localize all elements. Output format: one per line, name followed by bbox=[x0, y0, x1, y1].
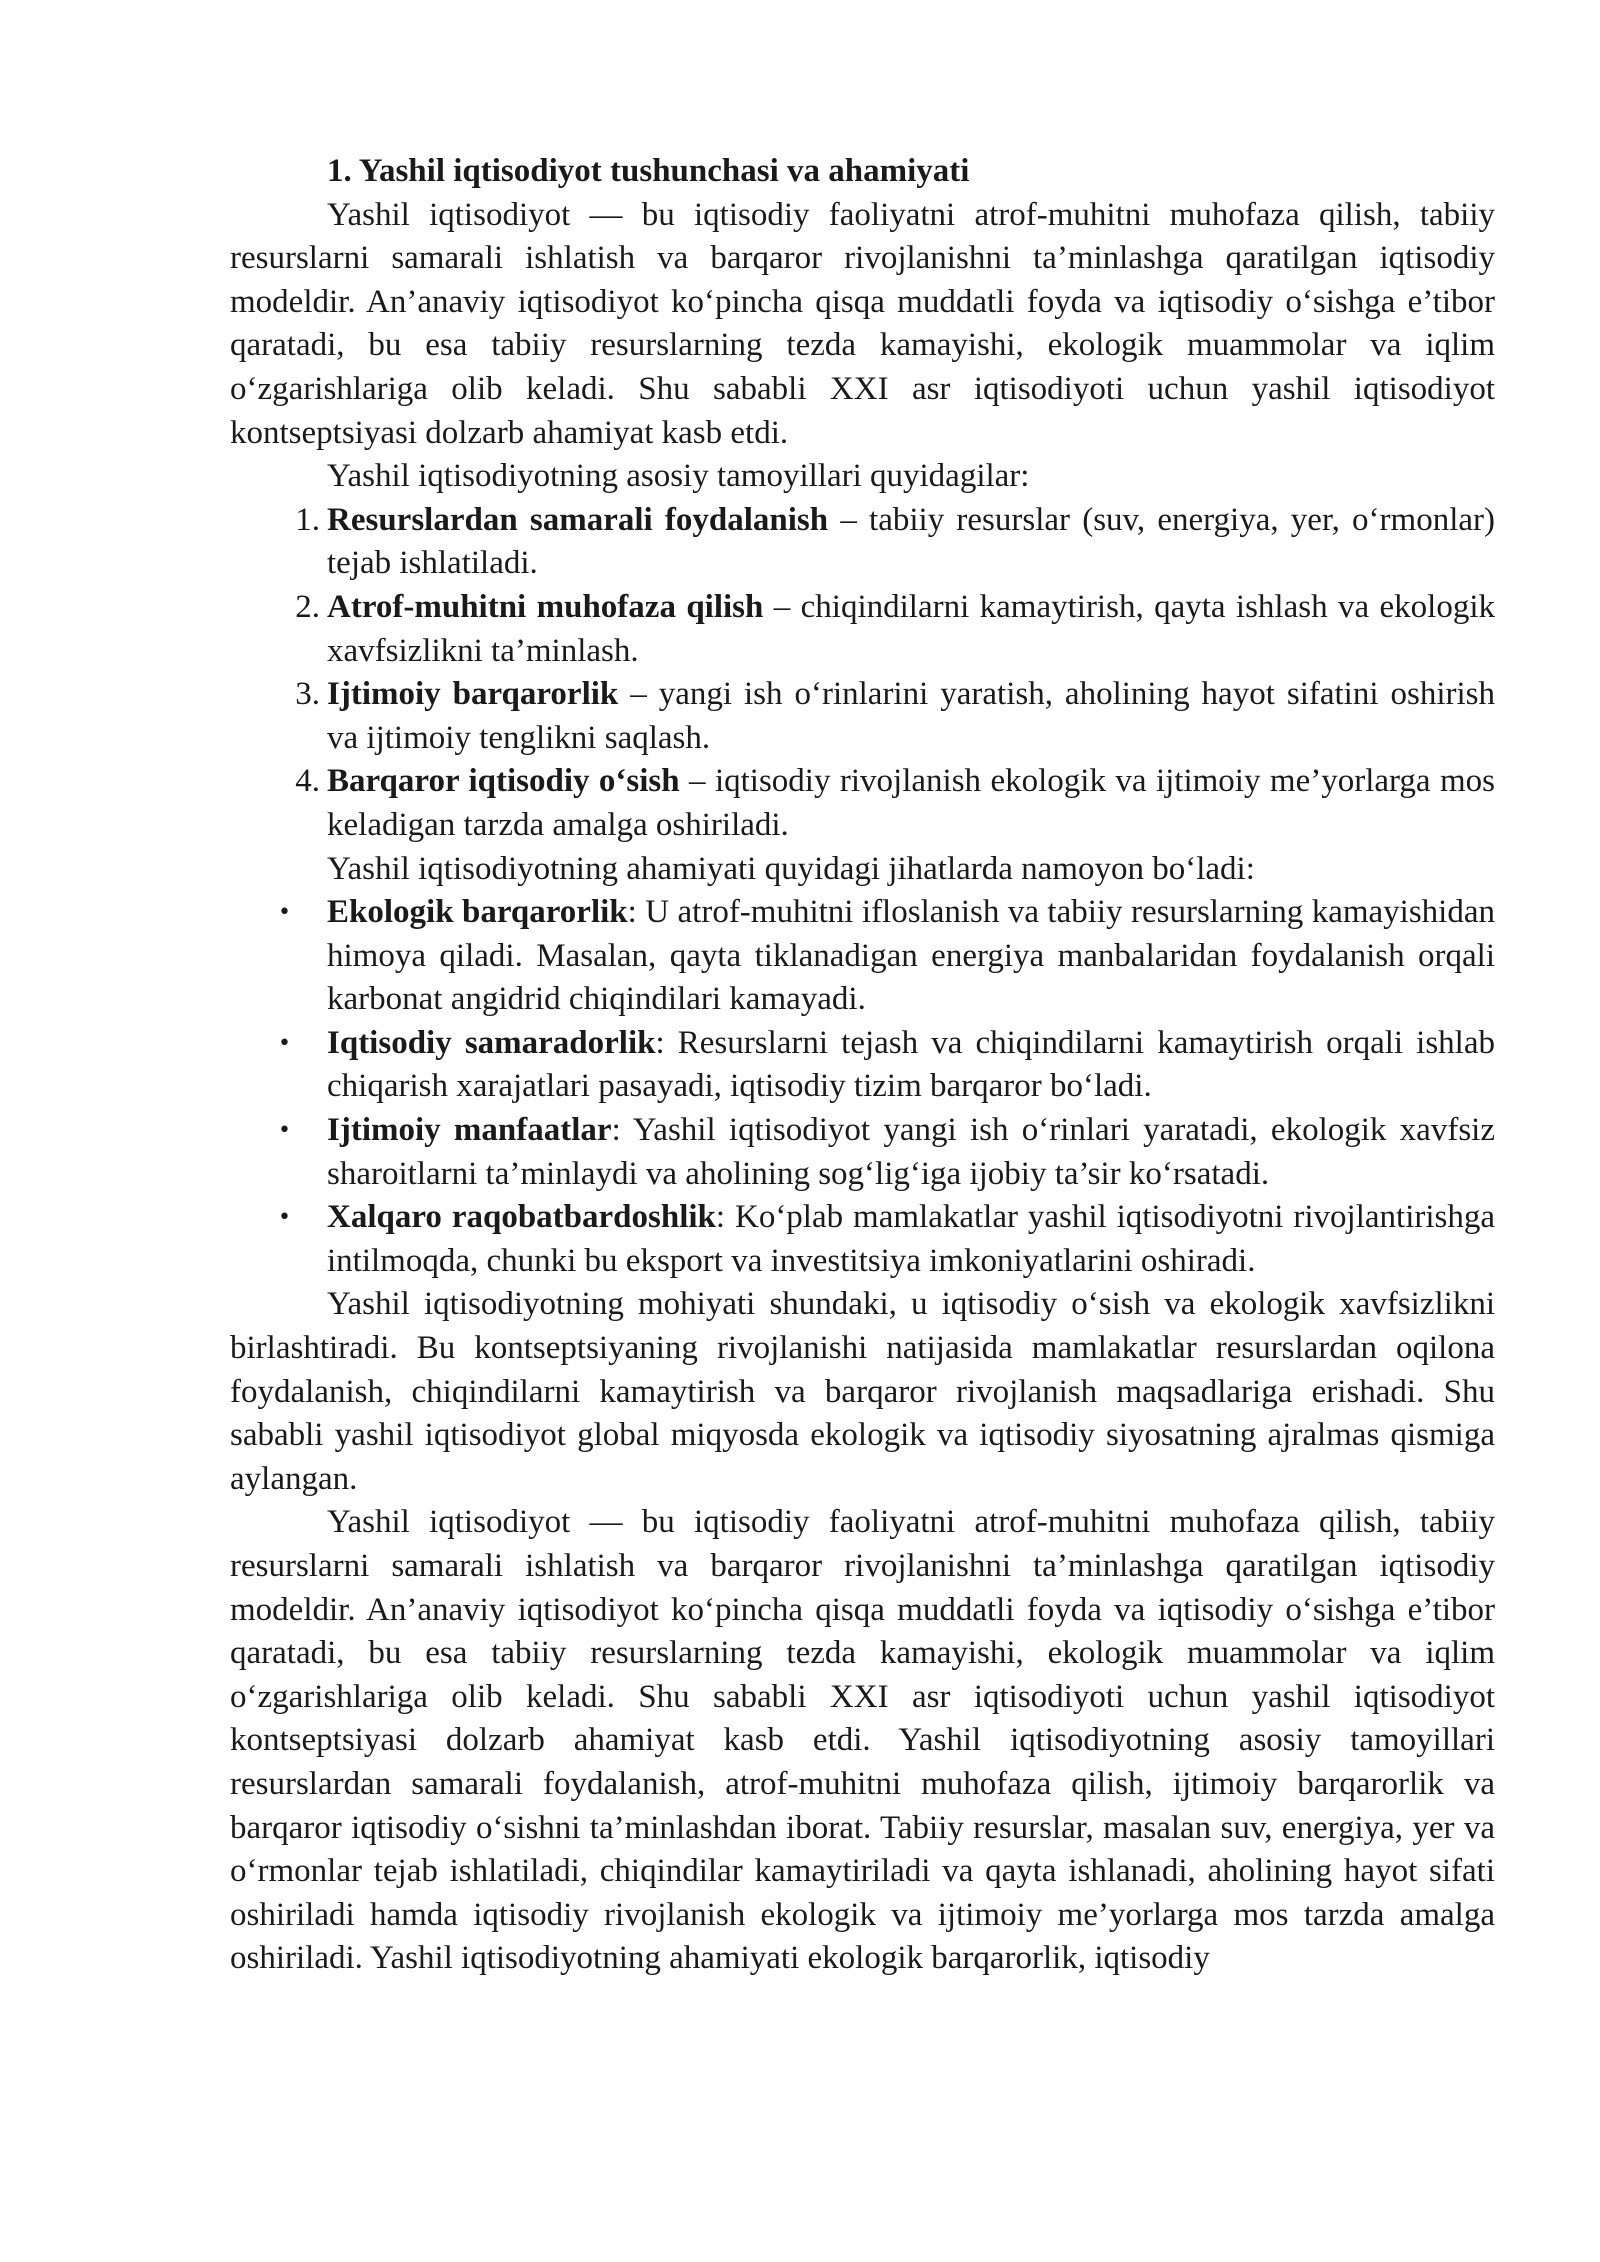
importance-text: : Yashil iqtisodiyot yangi ish o‘rinlari yaratadi, ekologik xavfsiz sharoitlarni ta’minlaydi va aholining sog‘lig‘iga ijobiy ta’sir ko‘rsatadi. bbox=[327, 1112, 1495, 1192]
bullet-icon: • bbox=[278, 1205, 291, 1231]
importance-text: : Ko‘plab mamlakatlar yashil iqtisodiyotni rivojlantirishga intilmoqda, chunki bu eksport va investitsiya imkoniyatlarini oshiradi. bbox=[327, 1199, 1496, 1279]
importance-item bbox=[230, 891, 1495, 1022]
importance-term: Ijtimoiy manfaatlar bbox=[327, 1112, 612, 1149]
principle-text: – chiqindilarni kamaytirish, qayta ishlash va ekologik xavfsizlikni ta’minlash. bbox=[327, 588, 1495, 669]
principle-text: – yangi ish o‘rinlarini yaratish, aholining hayot sifatini oshirish va ijtimoiy tenglikni saqlash. bbox=[327, 676, 1495, 756]
section-heading: 1. Yashil iqtisodiyot tushunchasi va ahamiyati bbox=[327, 153, 970, 189]
importance-term: Iqtisodiy samaradorlik bbox=[327, 1024, 656, 1061]
principle-item bbox=[230, 586, 1495, 673]
principle-item bbox=[230, 499, 1495, 586]
list-number: 2. bbox=[295, 588, 320, 625]
intro-paragraph: Yashil iqtisodiyot — bu iqtisodiy faoliyatni atrof-muhitni muhofaza qilish, tabiiy resurslarni samarali ishlatish va barqaror rivojlanishni ta’minlashga qaratilgan iqtisodiy modeldir. An’anaviy iqtisodiyot ko‘pincha qisqa muddatli foyda va iqtisodiy o‘sishga e’tibor qaratadi, bu esa tabiiy resurslarning tezda kamayishi, ekologik muammolar va iqlim o‘zgarishlariga olib keladi. Shu sababli XXI asr iqtisodiyoti uchun yashil iqtisodiyot kontseptsiyasi dolzarb ahamiyat kasb etdi. bbox=[230, 196, 1495, 451]
importance-item bbox=[230, 1022, 1495, 1109]
principle-term: Resurslardan samarali foydalanish bbox=[327, 501, 829, 538]
importance-term: Xalqaro raqobatbardoshlik bbox=[327, 1199, 716, 1236]
essence-paragraph: Yashil iqtisodiyotning mohiyati shundaki, u iqtisodiy o‘sish va ekologik xavfsizlikni birlashtiradi. Bu kontseptsiyaning rivojlanishi natijasida mamlakatlar resurslardan oqilona foydalanish, chiqindilarni kamaytirish va barqaror rivojlanish maqsadlariga erishadi. Shu sababli yashil iqtisodiyot global miqyosda ekologik va iqtisodiy siyosatning ajralmas qismiga aylangan. bbox=[230, 1286, 1495, 1497]
list-number: 3. bbox=[295, 676, 320, 713]
list-number: 1. bbox=[295, 501, 320, 538]
document-page bbox=[230, 150, 1495, 1981]
importance-item bbox=[230, 1196, 1495, 1283]
principle-term: Barqaror iqtisodiy o‘sish bbox=[327, 763, 680, 800]
principles-lead: Yashil iqtisodiyotning asosiy tamoyillari quyidagilar: bbox=[327, 458, 1030, 495]
importance-lead: Yashil iqtisodiyotning ahamiyati quyidagi jihatlarda namoyon bo‘ladi: bbox=[327, 850, 1255, 887]
list-number: 4. bbox=[295, 763, 320, 800]
principle-term: Ijtimoiy barqarorlik bbox=[327, 676, 619, 713]
summary-paragraph: Yashil iqtisodiyot — bu iqtisodiy faoliyatni atrof-muhitni muhofaza qilish, tabiiy resurslarni samarali ishlatish va barqaror rivojlanishni ta’minlashga qaratilgan iqtisodiy modeldir. An’anaviy iqtisodiyot ko‘pincha qisqa muddatli foyda va iqtisodiy o‘sishga e’tibor qaratadi, bu esa tabiiy resurslarning tezda kamayishi, ekologik muammolar va iqlim o‘zgarishlariga olib keladi. Shu sababli XXI asr iqtisodiyoti uchun yashil iqtisodiyot kontseptsiyasi dolzarb ahamiyat kasb etdi. Yashil iqtisodiyotning asosiy tamoyillari resurslardan samarali foydalanish, atrof-muhitni muhofaza qilish, ijtimoiy barqarorlik va barqaror iqtisodiy o‘sishni ta’minlashdan iborat. Tabiiy resurslar, masalan suv, energiya, yer va o‘rmonlar tejab ishlatiladi, chiqindilar kamaytiriladi va qayta ishlanadi, aholining hayot sifati oshiriladi hamda iqtisodiy rivojlanish ekologik va ijtimoiy me’yorlarga mos tarzda amalga oshiriladi. Yashil iqtisodiyotning ahamiyati ekologik barqarorlik, iqtisodiy bbox=[230, 1504, 1495, 1977]
principle-item bbox=[230, 760, 1495, 847]
importance-text: : U atrof-muhitni ifloslanish va tabiiy resurslarning kamayishidan himoya qiladi. Masalan, qayta tiklanadigan energiya manbalaridan foydalanish orqali karbonat angidrid chiqindilari kamayadi. bbox=[327, 894, 1495, 1018]
bullet-icon: • bbox=[278, 900, 291, 926]
importance-list bbox=[230, 891, 1495, 1283]
importance-text: : Resurslarni tejash va chiqindilarni kamaytirish orqali ishlab chiqarish xarajatlari pasayadi, iqtisodiy tizim barqaror bo‘ladi. bbox=[327, 1024, 1495, 1105]
principle-term: Atrof-muhitni muhofaza qilish bbox=[327, 588, 764, 625]
importance-item bbox=[230, 1109, 1495, 1196]
importance-term: Ekologik barqarorlik bbox=[327, 894, 628, 931]
principle-text: – tabiiy resurslar (suv, energiya, yer, o‘rmonlar) tejab ishlatiladi. bbox=[327, 501, 1496, 582]
principle-text: – iqtisodiy rivojlanish ekologik va ijtimoiy me’yorlarga mos keladigan tarzda amalga oshiriladi. bbox=[327, 763, 1495, 843]
bullet-icon: • bbox=[278, 1030, 291, 1056]
principle-item bbox=[230, 673, 1495, 760]
principles-list bbox=[230, 499, 1495, 848]
bullet-icon: • bbox=[278, 1118, 291, 1144]
